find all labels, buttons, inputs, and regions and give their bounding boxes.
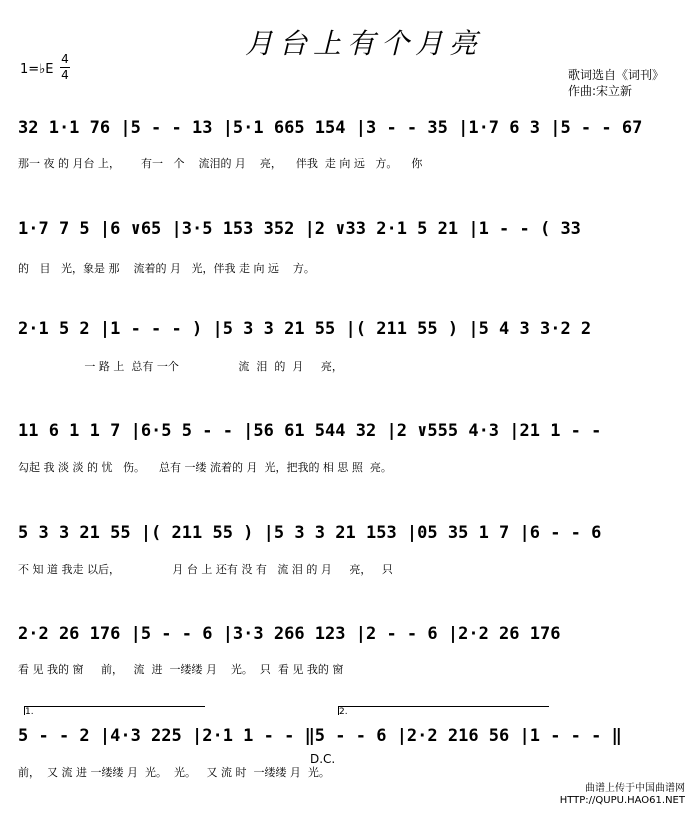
notation-line-2: 1·7 7 5 |6 ∨65 |3·5 153 352 |2 ∨33 2·1 5 21 |1 - - ( 33 [18, 219, 581, 239]
song-title: 月台上有个月亮 [245, 27, 484, 60]
time-top: 4 [61, 52, 69, 66]
time-signature [60, 52, 70, 83]
lyrics-line-5: 不 知 道 我走 以后， 月 台 上 还有 没 有 流 泪 的 月 亮， 只 [18, 563, 393, 576]
lyrics-line-1: 那一 夜 的 月台 上， 有一 个 流泪的 月 亮， 伴我 走 向 远 方。 你 [18, 157, 423, 170]
volta-first: 1. [24, 706, 205, 715]
notation-line-5: 5 3 3 21 55 |( 211 55 ) |5 3 3 21 153 |05 35 1 7 |6 - - 6 [18, 523, 602, 543]
footer-line-1: 曲谱上传于中国曲谱网 [585, 783, 685, 794]
lyrics-line-7: 前， 又 流 进 一缕缕 月 光。 光。 又 流 时 一缕缕 月 光。 [18, 766, 330, 779]
lyrics-line-6: 看 见 我的 窗 前， 流 进 一缕缕 月 光。 只 看 见 我的 窗 [18, 663, 344, 676]
notation-line-6: 2·2 26 176 |5 - - 6 |3·3 266 123 |2 - - 6 |2·2 26 176 [18, 624, 561, 644]
notation-line-1: 32 1·1 76 |5 - - 13 |5·1 665 154 |3 - - 35 |1·7 6 3 |5 - - 67 [18, 118, 643, 138]
volta-second: 2. [338, 706, 549, 715]
composer-credit: 作曲:宋立新 [568, 84, 633, 98]
notation-line-4: 11 6 1 1 7 |6·5 5 - - |56 61 544 32 |2 ∨555 4·3 |21 1 - - [18, 421, 602, 441]
lyrics-line-2: 的 目 光，象是 那 流着的 月 光，伴我 走 向 远 方。 [18, 262, 315, 275]
da-capo: D.C. [310, 752, 336, 766]
notation-line-7: 5 - - 2 |4·3 225 |2·1 1 - - ‖5 - - 6 |2·2 216 56 |1 - - - ‖ [18, 726, 622, 746]
time-bottom: 4 [61, 68, 69, 82]
lyrics-line-3: 一 路 上 总有 一个 流 泪 的 月 亮， [18, 360, 343, 373]
key-signature: 1=♭E [20, 62, 54, 77]
lyrics-credit: 歌词选自《词刊》 [568, 68, 665, 82]
footer-line-2: HTTP://QUPU.HAO61.NET [559, 795, 685, 806]
lyrics-line-4: 勾起 我 淡 淡 的 忧 伤。 总有 一缕 流着的 月 光，把我的 相 思 照 亮。 [18, 461, 392, 474]
notation-line-3: 2·1 5 2 |1 - - - ) |5 3 3 21 55 |( 211 55 ) |5 4 3 3·2 2 [18, 319, 592, 339]
footer-credit [560, 783, 685, 807]
